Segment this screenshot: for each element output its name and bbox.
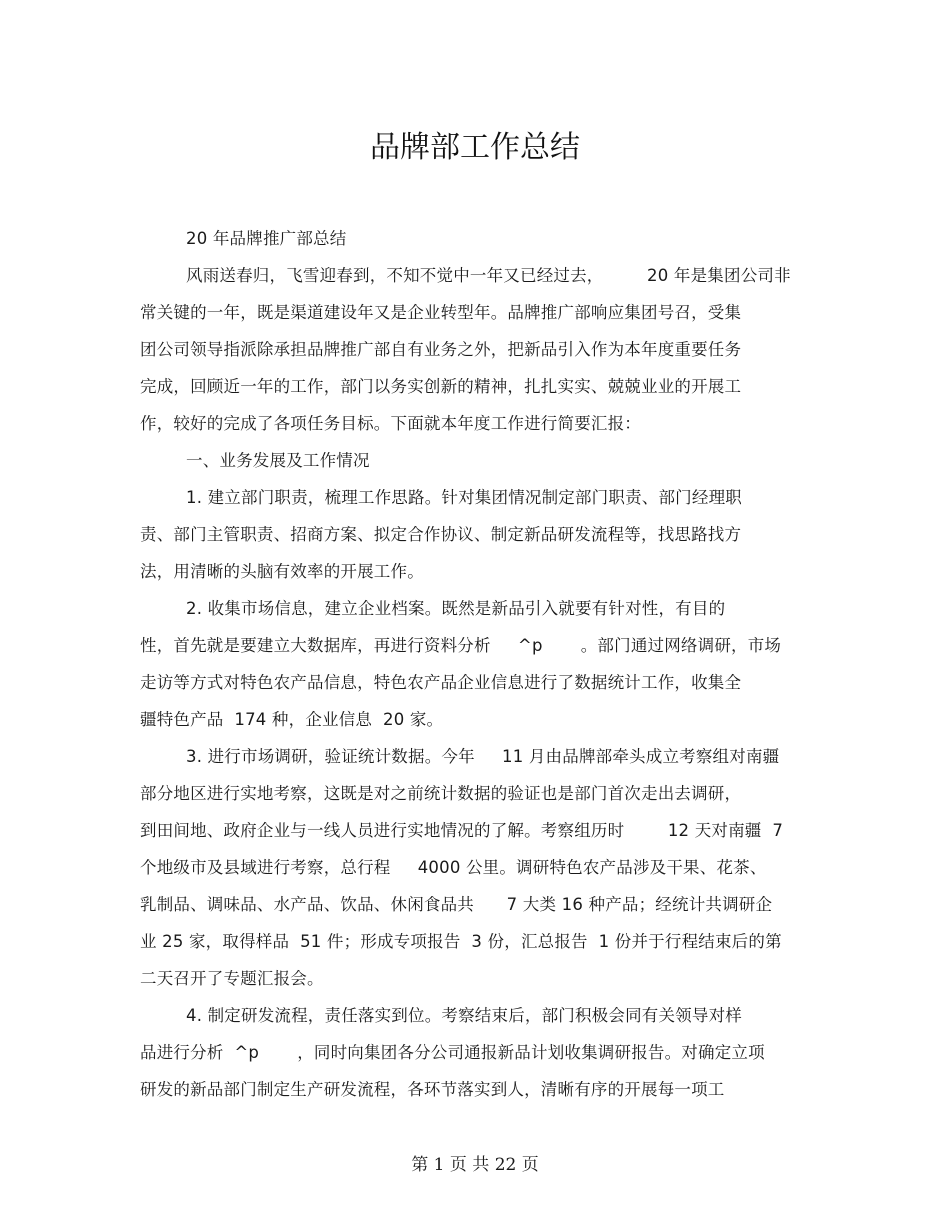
paragraph-line: 部分地区进行实地考察，这既是对之前统计数据的验证也是部门首次走出去调研， <box>140 784 742 803</box>
paragraph-line: 到田间地、政府企业与一线人员进行实地情况的了解。考察组历时 12 天对南疆 7 <box>140 821 784 840</box>
paragraph-line: 走访等方式对特色农产品信息，特色农产品企业信息进行了数据统计工作，收集全 <box>140 673 742 692</box>
paragraph-line: 研发的新品部门制定生产研发流程，各环节落实到人，清晰有序的开展每一项工 <box>140 1080 725 1099</box>
page-footer: 第 1 页 共 22 页 <box>411 1155 539 1175</box>
paragraph-line: 2. 收集市场信息，建立企业档案。既然是新品引入就要有针对性，有目的 <box>186 599 726 618</box>
body-text <box>140 220 820 1108</box>
paragraph-line: 一、业务发展及工作情况 <box>186 451 370 470</box>
paragraph-line: 品进行分析 ^p ，同时向集团各分公司通报新品计划收集调研报告。对确定立项 <box>140 1043 765 1062</box>
paragraph-line: 业 25 家，取得样品 51 件；形成专项报告 3 份，汇总报告 1 份并于行程结束后的第 <box>140 932 782 951</box>
paragraph-line: 风雨送春归，飞雪迎春到，不知不觉中一年又已经过去， 20 年是集团公司非 <box>186 266 791 285</box>
paragraph-line: 完成，回顾近一年的工作，部门以务实创新的精神，扎扎实实、兢兢业业的开展工 <box>140 377 742 396</box>
paragraph-line: 性，首先就是要建立大数据库，再进行资料分析 ^p 。部门通过网络调研，市场 <box>140 636 782 655</box>
paragraph-line: 20 年品牌推广部总结 <box>186 229 347 248</box>
paragraph-line: 二天召开了专题汇报会。 <box>140 969 324 988</box>
paragraph-line: 个地级市及县域进行考察，总行程 4000 公里。调研特色农产品涉及干果、花茶、 <box>140 858 767 877</box>
paragraph-line: 常关键的一年，既是渠道建设年又是企业转型年。品牌推广部响应集团号召，受集 <box>140 303 742 322</box>
paragraph-line: 疆特色产品 174 种，企业信息 20 家。 <box>140 710 444 729</box>
paragraph-line: 团公司领导指派除承担品牌推广部自有业务之外，把新品引入作为本年度重要任务 <box>140 340 742 359</box>
paragraph-line: 4. 制定研发流程，责任落实到位。考察结束后，部门积极会同有关领导对样 <box>186 1006 742 1025</box>
paragraph-line: 作，较好的完成了各项任务目标。下面就本年度工作进行简要汇报： <box>140 414 641 433</box>
paragraph-line: 乳制品、调味品、水产品、饮品、休闲食品共 7 大类 16 种产品；经统计共调研企 <box>140 895 773 914</box>
page-title: 品牌部工作总结 <box>370 130 580 165</box>
paragraph-line: 责、部门主管职责、招商方案、拟定合作协议、制定新品研发流程等，找思路找方 <box>140 525 742 544</box>
paragraph-line: 法，用清晰的头脑有效率的开展工作。 <box>140 562 424 581</box>
paragraph-line: 1. 建立部门职责，梳理工作思路。针对集团情况制定部门职责、部门经理职 <box>186 488 742 507</box>
paragraph-line: 3. 进行市场调研，验证统计数据。今年 11 月由品牌部牵头成立考察组对南疆 <box>186 747 780 766</box>
